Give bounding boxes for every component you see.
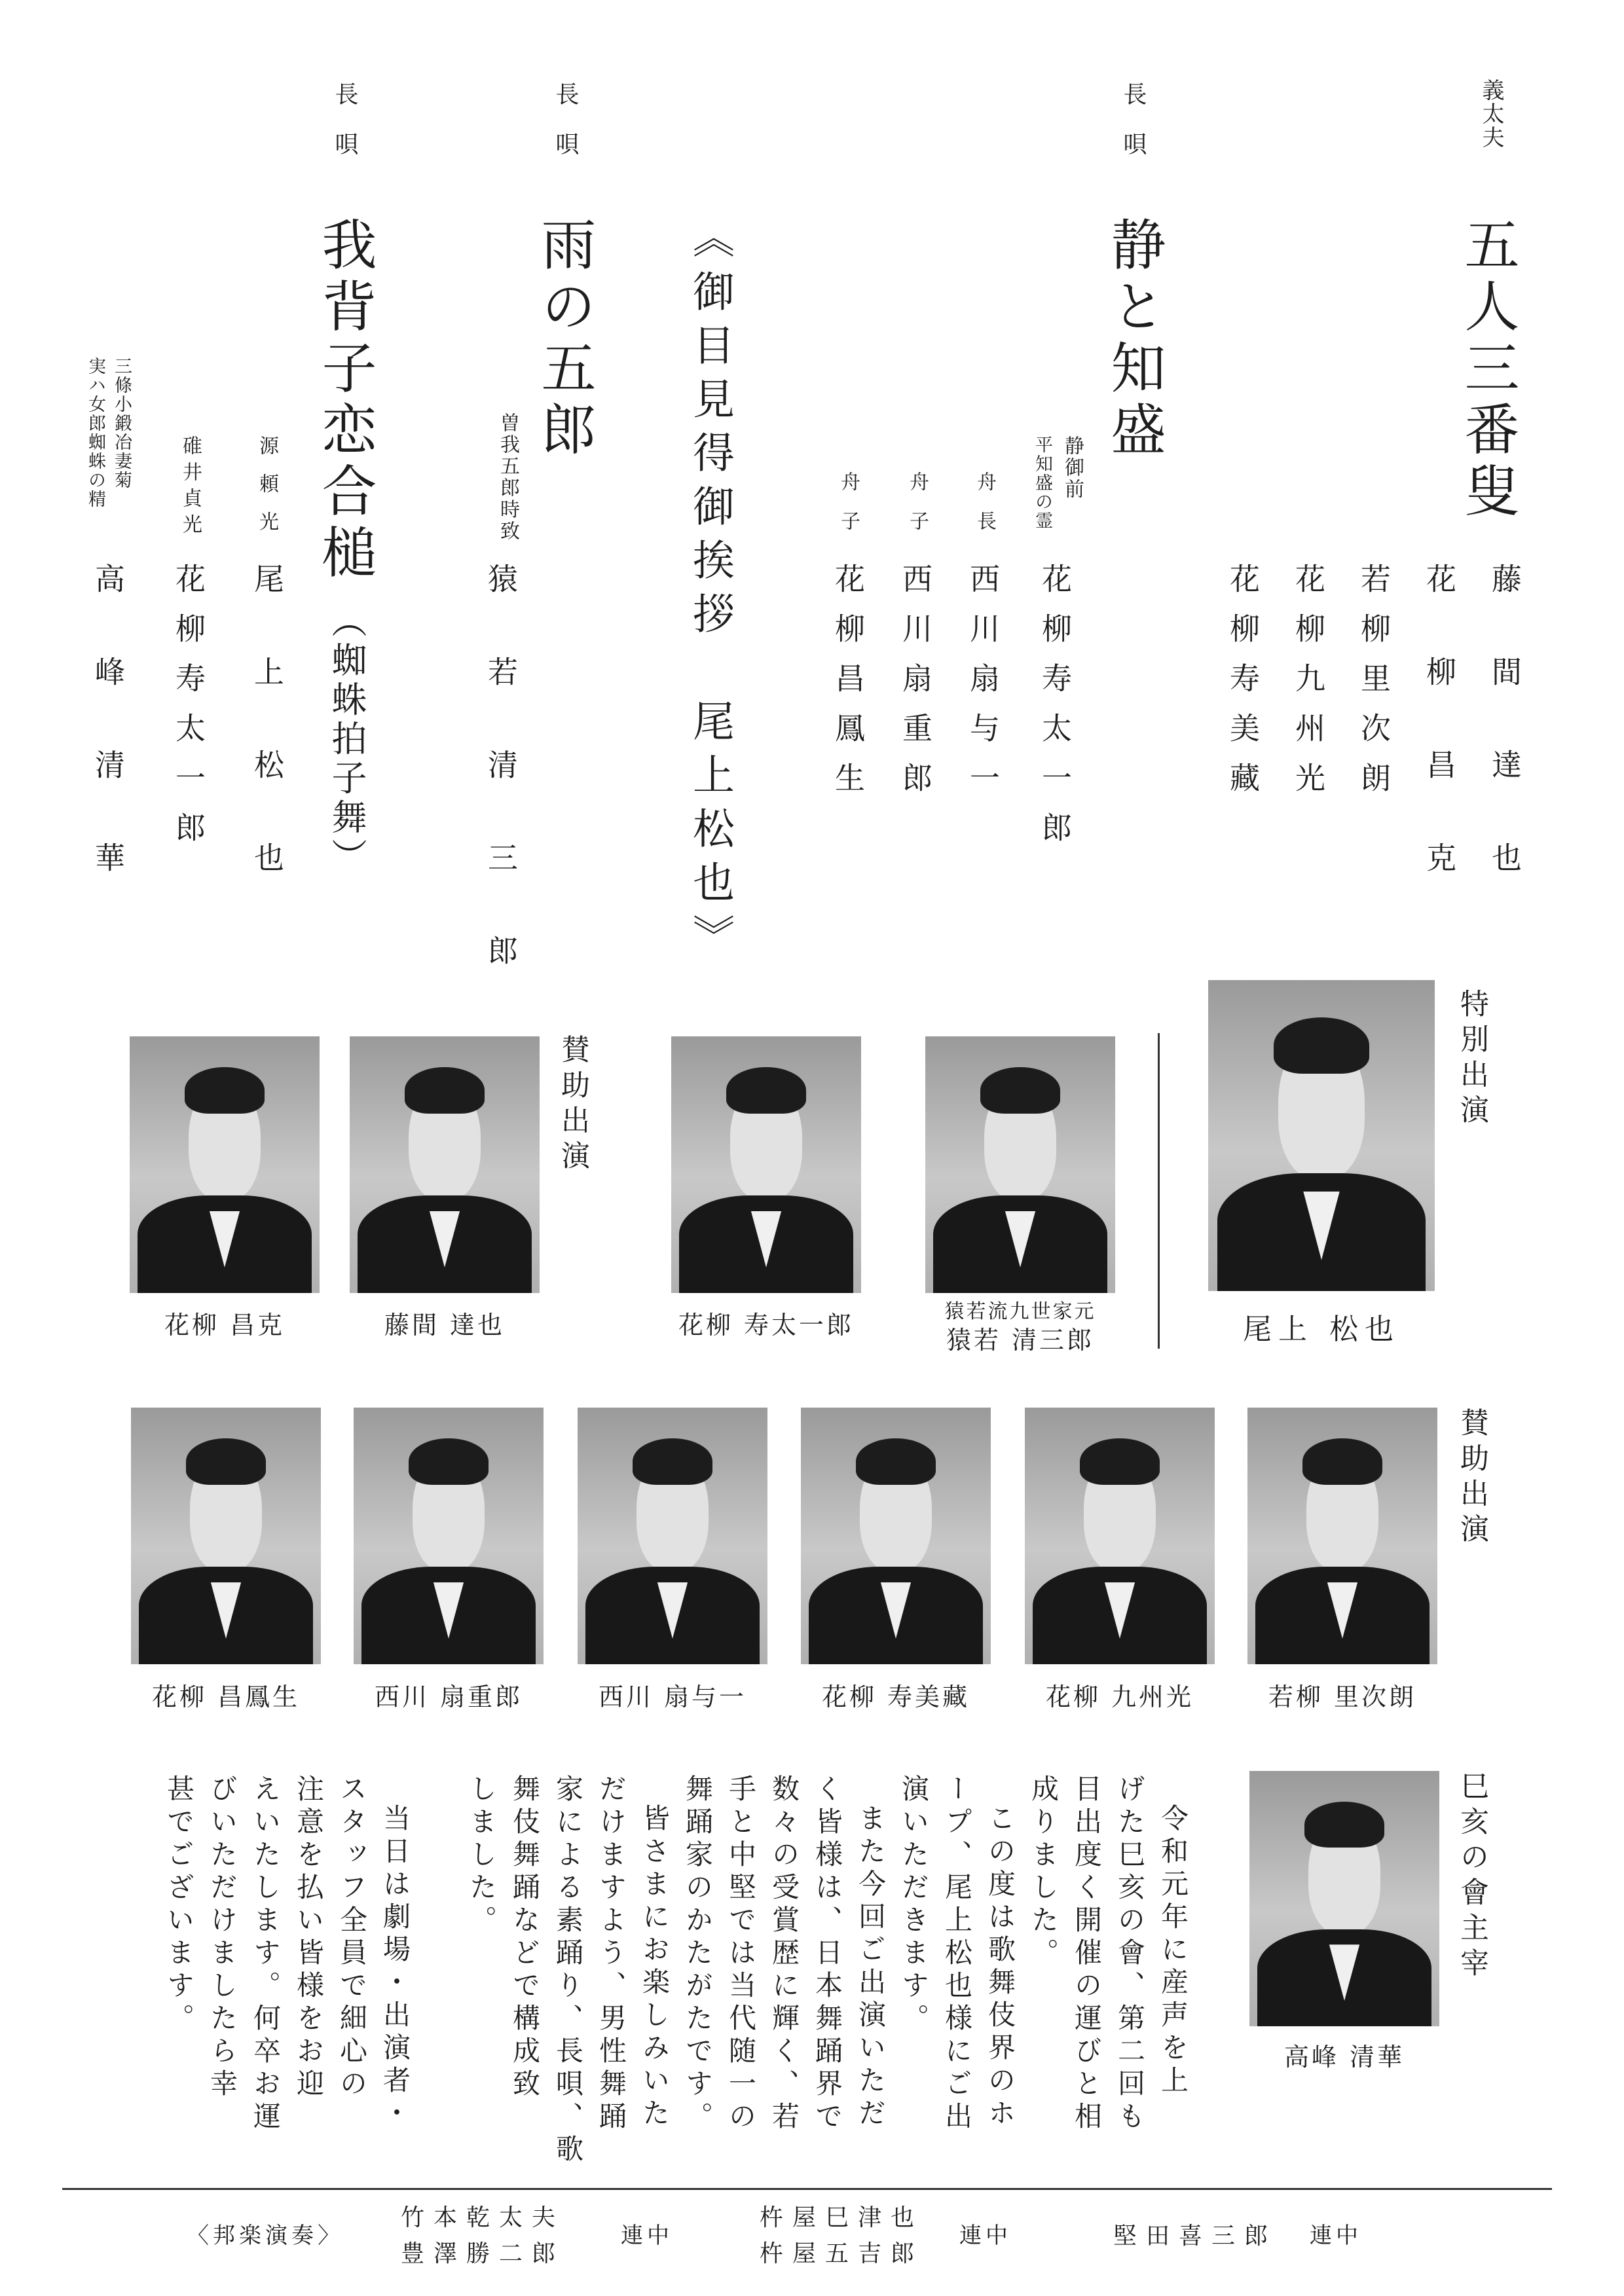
photo-kushuko (1025, 1408, 1215, 1664)
gonin-cast-5: 花柳寿美藏 (1225, 563, 1261, 812)
caption-senjuro: 西川 扇重郎 (374, 1683, 523, 1711)
footer-group3-suffix: 連中 (1310, 2223, 1362, 2249)
gonin-title: 五人三番叟 (1456, 216, 1520, 524)
photo-kiyosaburo (925, 1036, 1115, 1293)
waga-role-1: 源頼光 (255, 435, 278, 549)
message-line-22: びいただけましたら幸 (206, 1774, 238, 2102)
caption-rijiro: 若柳 里次朗 (1268, 1683, 1417, 1711)
waga-cast-1: 尾上松也 (249, 563, 285, 935)
ame-tag: 長唄 (552, 82, 579, 181)
message-line-1: 令和元年に産声を上 (1157, 1804, 1189, 2098)
message-line-3: 目出度く開催の運びと相 (1071, 1774, 1103, 2134)
footer-group2-b: 杵屋五吉郎 (760, 2240, 924, 2267)
gonin-cast-1: 藤間達也 (1487, 563, 1522, 935)
footer-label: 〈邦楽演奏〉 (187, 2223, 344, 2249)
message-line-14: だけますよう、男性舞踊 (595, 1774, 627, 2134)
waga-role-4: 実ハ女郎蜘蛛の精 (85, 357, 105, 509)
host-heading: 巳亥の會主宰 (1455, 1771, 1488, 1983)
photo-jutaichiro (671, 1036, 861, 1293)
message-line-2: げた巳亥の會、第二回も (1114, 1774, 1146, 2134)
photo-masahosei (131, 1408, 321, 1664)
caption-seika: 高峰 清華 (1283, 2043, 1405, 2071)
message-line-12: 舞踊家のかたがたです。 (682, 1774, 714, 2134)
waga-role-2: 碓井貞光 (179, 435, 202, 540)
ame-cast: 猿若清三郎 (483, 563, 519, 1028)
message-line-16: 舞伎舞踊などで構成致 (509, 1774, 541, 2102)
caption-masakatsu: 花柳 昌克 (164, 1311, 286, 1339)
shizuka-tag: 長唄 (1120, 82, 1147, 181)
photo-senyoichi (578, 1408, 767, 1664)
message-line-19: スタッフ全員で細心の (336, 1774, 368, 2102)
footer-group2-suffix: 連中 (959, 2223, 1012, 2249)
caption-kushuko: 花柳 九州光 (1045, 1683, 1194, 1711)
photo-masakatsu (130, 1036, 320, 1293)
ame-title: 雨の五郎 (532, 216, 597, 462)
waga-title: 我背子恋合槌 (313, 216, 377, 585)
message-line-17: しました。 (466, 1774, 498, 1938)
message-line-20: 注意を払い皆様をお迎 (293, 1774, 325, 2102)
shizuka-role-5: 舟子 (837, 471, 860, 550)
footer-group1-a: 竹本乾太夫 (401, 2204, 565, 2231)
message-line-4: 成りました。 (1027, 1774, 1060, 1971)
photo-senjuro (354, 1408, 544, 1664)
message-line-7: 演いただきます。 (898, 1774, 930, 2036)
waga-cast-2: 花柳寿太一郎 (171, 563, 206, 862)
ame-role: 曽我五郎時致 (496, 412, 519, 542)
waga-role-3: 三條小鍛冶妻菊 (111, 357, 132, 490)
gonin-cast-2: 花柳昌克 (1422, 563, 1457, 935)
footer-group1-b: 豊澤勝二郎 (401, 2240, 565, 2267)
photo-matsuya (1208, 980, 1435, 1291)
caption-masahosei: 花柳 昌鳳生 (151, 1683, 301, 1711)
caption-kiyosaburo-title: 猿若流九世家元 (944, 1300, 1096, 1323)
photo-tatsuya (350, 1036, 540, 1293)
shizuka-title: 静と知盛 (1102, 216, 1166, 462)
message-line-18: 当日は劇場・出演者・ (379, 1804, 411, 2131)
shizuka-cast-2: 西川扇与一 (965, 563, 1001, 812)
divider-line (1158, 1033, 1160, 1349)
waga-tag: 長唄 (331, 82, 358, 181)
special-heading: 特別出演 (1455, 989, 1488, 1130)
message-line-9: く皆様は、日本舞踊界で (811, 1774, 843, 2134)
caption-tatsuya: 藤間 達也 (384, 1311, 506, 1339)
message-line-21: えいたします。何卒お運 (249, 1774, 282, 2134)
support-heading-2: 賛助出演 (1455, 1408, 1488, 1549)
shizuka-cast-3: 西川扇重郎 (898, 563, 933, 812)
greeting-line: 《御目見得御挨拶 尾上松也》 (686, 216, 734, 968)
waga-cast-3: 高峰清華 (90, 563, 126, 935)
caption-senyoichi: 西川 扇与一 (598, 1683, 747, 1711)
shizuka-role-4: 舟子 (906, 471, 929, 550)
caption-jumizo: 花柳 寿美藏 (821, 1683, 970, 1711)
message-line-13: 皆さまにお楽しみいた (638, 1804, 671, 2131)
photo-rijiro (1247, 1408, 1437, 1664)
gonin-cast-3: 若柳里次朗 (1356, 563, 1392, 812)
caption-kiyosaburo-name: 猿若 清三郎 (946, 1326, 1095, 1355)
message-line-10: 数々の受賞歴に輝く、若 (768, 1774, 800, 2134)
message-line-11: 手と中堅では当代随一の (725, 1774, 757, 2134)
message-line-8: また今回ご出演いただ (855, 1804, 887, 2131)
message-line-15: 家による素踊り、長唄、歌 (552, 1774, 584, 2167)
footer-group2-a: 杵屋巳津也 (760, 2204, 924, 2231)
photo-seika (1249, 1771, 1439, 2026)
footer-group3: 堅田喜三郎 (1113, 2223, 1278, 2250)
photo-jumizo (801, 1408, 991, 1664)
shizuka-cast-1: 花柳寿太一郎 (1037, 563, 1073, 862)
footer-rule (62, 2188, 1552, 2190)
shizuka-role-3: 舟長 (973, 471, 996, 550)
message-line-5: この度は歌舞伎界のホ (984, 1804, 1016, 2131)
message-line-23: 甚でございます。 (163, 1774, 195, 2036)
shizuka-role-2: 平知盛の霊 (1032, 435, 1052, 530)
shizuka-cast-4: 花柳昌鳳生 (830, 563, 866, 812)
gonin-cast-4: 花柳九州光 (1291, 563, 1326, 812)
gonin-tag: 義太夫 (1478, 79, 1504, 149)
waga-subtitle: （蜘蛛拍子舞） (326, 602, 367, 877)
caption-matsuya: 尾上 松也 (1243, 1313, 1400, 1346)
caption-jutaichiro: 花柳 寿太一郎 (678, 1311, 855, 1339)
shizuka-role-1: 静御前 (1061, 435, 1084, 500)
support-heading-1: 賛助出演 (556, 1034, 589, 1176)
message-line-6: ープ、尾上松也様にご出 (941, 1774, 973, 2134)
footer-group1-suffix: 連中 (621, 2223, 673, 2249)
